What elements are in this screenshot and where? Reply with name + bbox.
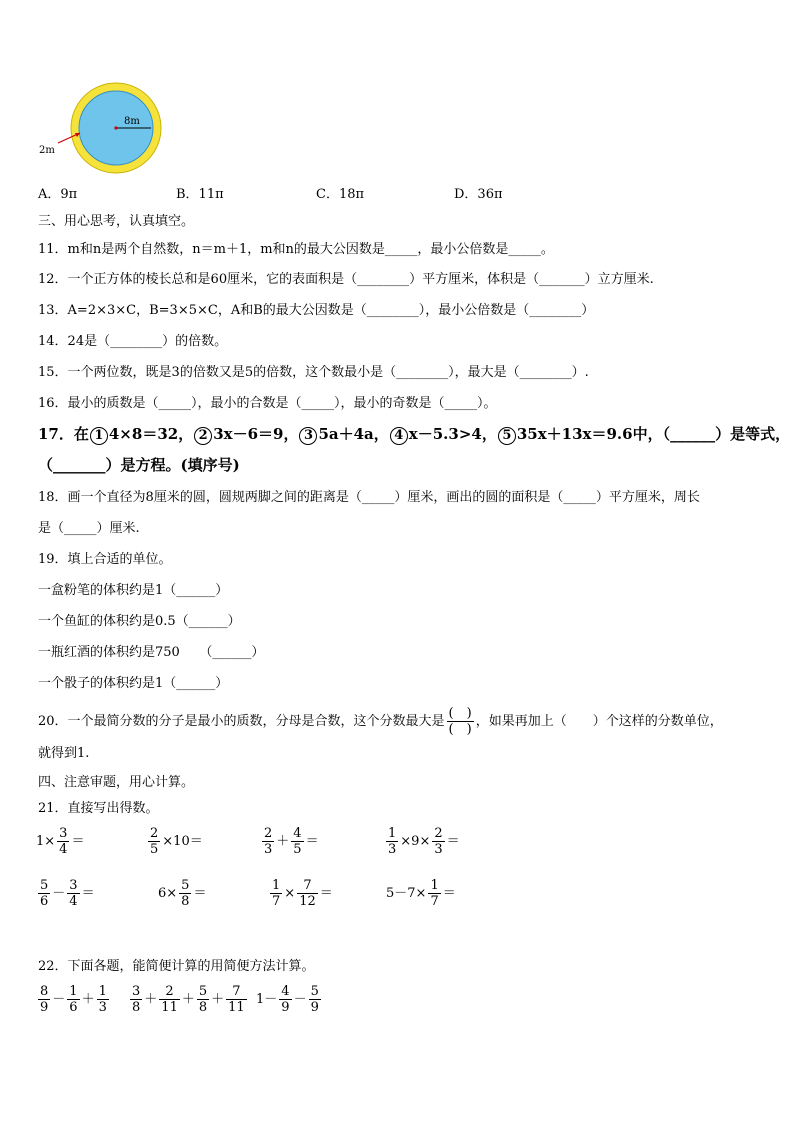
blank-fraction: $\frac{( )}{( )}$	[448, 706, 472, 737]
question-19-item-1: 一盒粉笔的体积约是1（______）	[38, 583, 229, 598]
calc-21-1: 1× $\frac{3}{4}$ ＝	[36, 826, 85, 857]
circle-number-2: 2	[194, 427, 212, 445]
question-17-line1: 17．在 1 4×8＝32， 2 3x－6＝9， 3 5a＋4a， 4 x－5.3>4， 5 35x＋13x＝9.6中，（______）是等式，	[38, 425, 791, 443]
section4-heading: 四、注意审题，用心计算。	[38, 775, 195, 790]
question-18-line2: 是（_____）厘米.	[38, 521, 140, 536]
question-21-title: 21．直接写出得数。	[38, 801, 159, 816]
circle-number-5: 5	[498, 427, 516, 445]
question-19-item-4: 一个骰子的体积约是1（______）	[38, 676, 229, 691]
center-dot	[114, 126, 117, 129]
question-19-item-3: 一瓶红酒的体积约是750 （______）	[38, 645, 265, 660]
question-19-title: 19．填上合适的单位。	[38, 552, 172, 567]
question-11: 11．m和n是两个自然数，n＝m＋1，m和n的最大公因数是_____，最小公倍数是_____。	[38, 242, 554, 257]
calc-22-1: $\frac{8}{9}$ － $\frac{1}{6}$ ＋ $\frac{1}{3}$	[40, 984, 107, 1015]
calc-21-5: $\frac{5}{6}$ － $\frac{3}{4}$ ＝	[40, 878, 95, 909]
question-18-line1: 18．画一个直径为8厘米的圆，圆规两脚之间的距离是（_____）厘米，画出的圆的面积是（_____）平方厘米，周长	[38, 490, 700, 505]
calc-21-6: 6× $\frac{5}{8}$ ＝	[158, 878, 207, 909]
circle-number-4: 4	[390, 427, 408, 445]
question-20-line2: 就得到1.	[38, 746, 90, 761]
option-c: C．18π	[316, 187, 365, 202]
option-b: B．11π	[176, 187, 224, 202]
section3-heading: 三、用心思考，认真填空。	[38, 214, 195, 229]
question-15: 15．一个两位数，既是3的倍数又是5的倍数，这个数最小是（________），最大是（________）.	[38, 365, 589, 380]
circle-number-3: 3	[299, 427, 317, 445]
circle-figure	[36, 80, 166, 176]
calc-21-3: $\frac{2}{3}$ ＋ $\frac{4}{5}$ ＝	[264, 826, 319, 857]
circle-number-1: 1	[90, 427, 108, 445]
question-19-item-2: 一个鱼缸的体积约是0.5（______）	[38, 614, 241, 629]
option-a: A．9π	[38, 187, 78, 202]
question-14: 14．24是（________）的倍数。	[38, 334, 228, 349]
question-20-line1: 20．一个最简分数的分子是最小的质数，分母是合数，这个分数最大是 $\frac{( )}{( )}$ ，如果再加上（ ）个这样的分数单位，	[38, 706, 723, 737]
calc-22-2: $\frac{3}{8}$ ＋ $\frac{2}{11}$ ＋ $\frac{5}{8}$ ＋ $\frac{7}{11}$	[132, 984, 245, 1015]
calc-21-8: 5－7× $\frac{1}{7}$ ＝	[386, 878, 456, 909]
question-13: 13．A=2×3×C，B=3×5×C，A和B的最大公因数是（________），最小公倍数是（________）	[38, 303, 595, 318]
question-22-title: 22．下面各题，能简便计算的用简便方法计算。	[38, 959, 315, 974]
calc-21-7: $\frac{1}{7}$ × $\frac{7}{12}$ ＝	[272, 878, 333, 909]
inner-radius-label: 8m	[124, 116, 140, 127]
question-17-line2: （_______）是方程。(填序号)	[38, 456, 240, 474]
calc-22-3: 1－ $\frac{4}{9}$ － $\frac{5}{9}$	[256, 984, 319, 1015]
outer-width-label: 2m	[39, 145, 55, 156]
option-d: D．36π	[454, 187, 503, 202]
calc-21-2: $\frac{2}{5}$ ×10＝	[150, 826, 203, 857]
calc-21-4: $\frac{1}{3}$ ×9× $\frac{2}{3}$ ＝	[388, 826, 460, 857]
question-16: 16．最小的质数是（_____），最小的合数是（_____），最小的奇数是（_____）。	[38, 396, 497, 411]
question-12: 12．一个正方体的棱长总和是60厘米，它的表面积是（________）平方厘米，体积是（_______）立方厘米.	[38, 272, 654, 287]
